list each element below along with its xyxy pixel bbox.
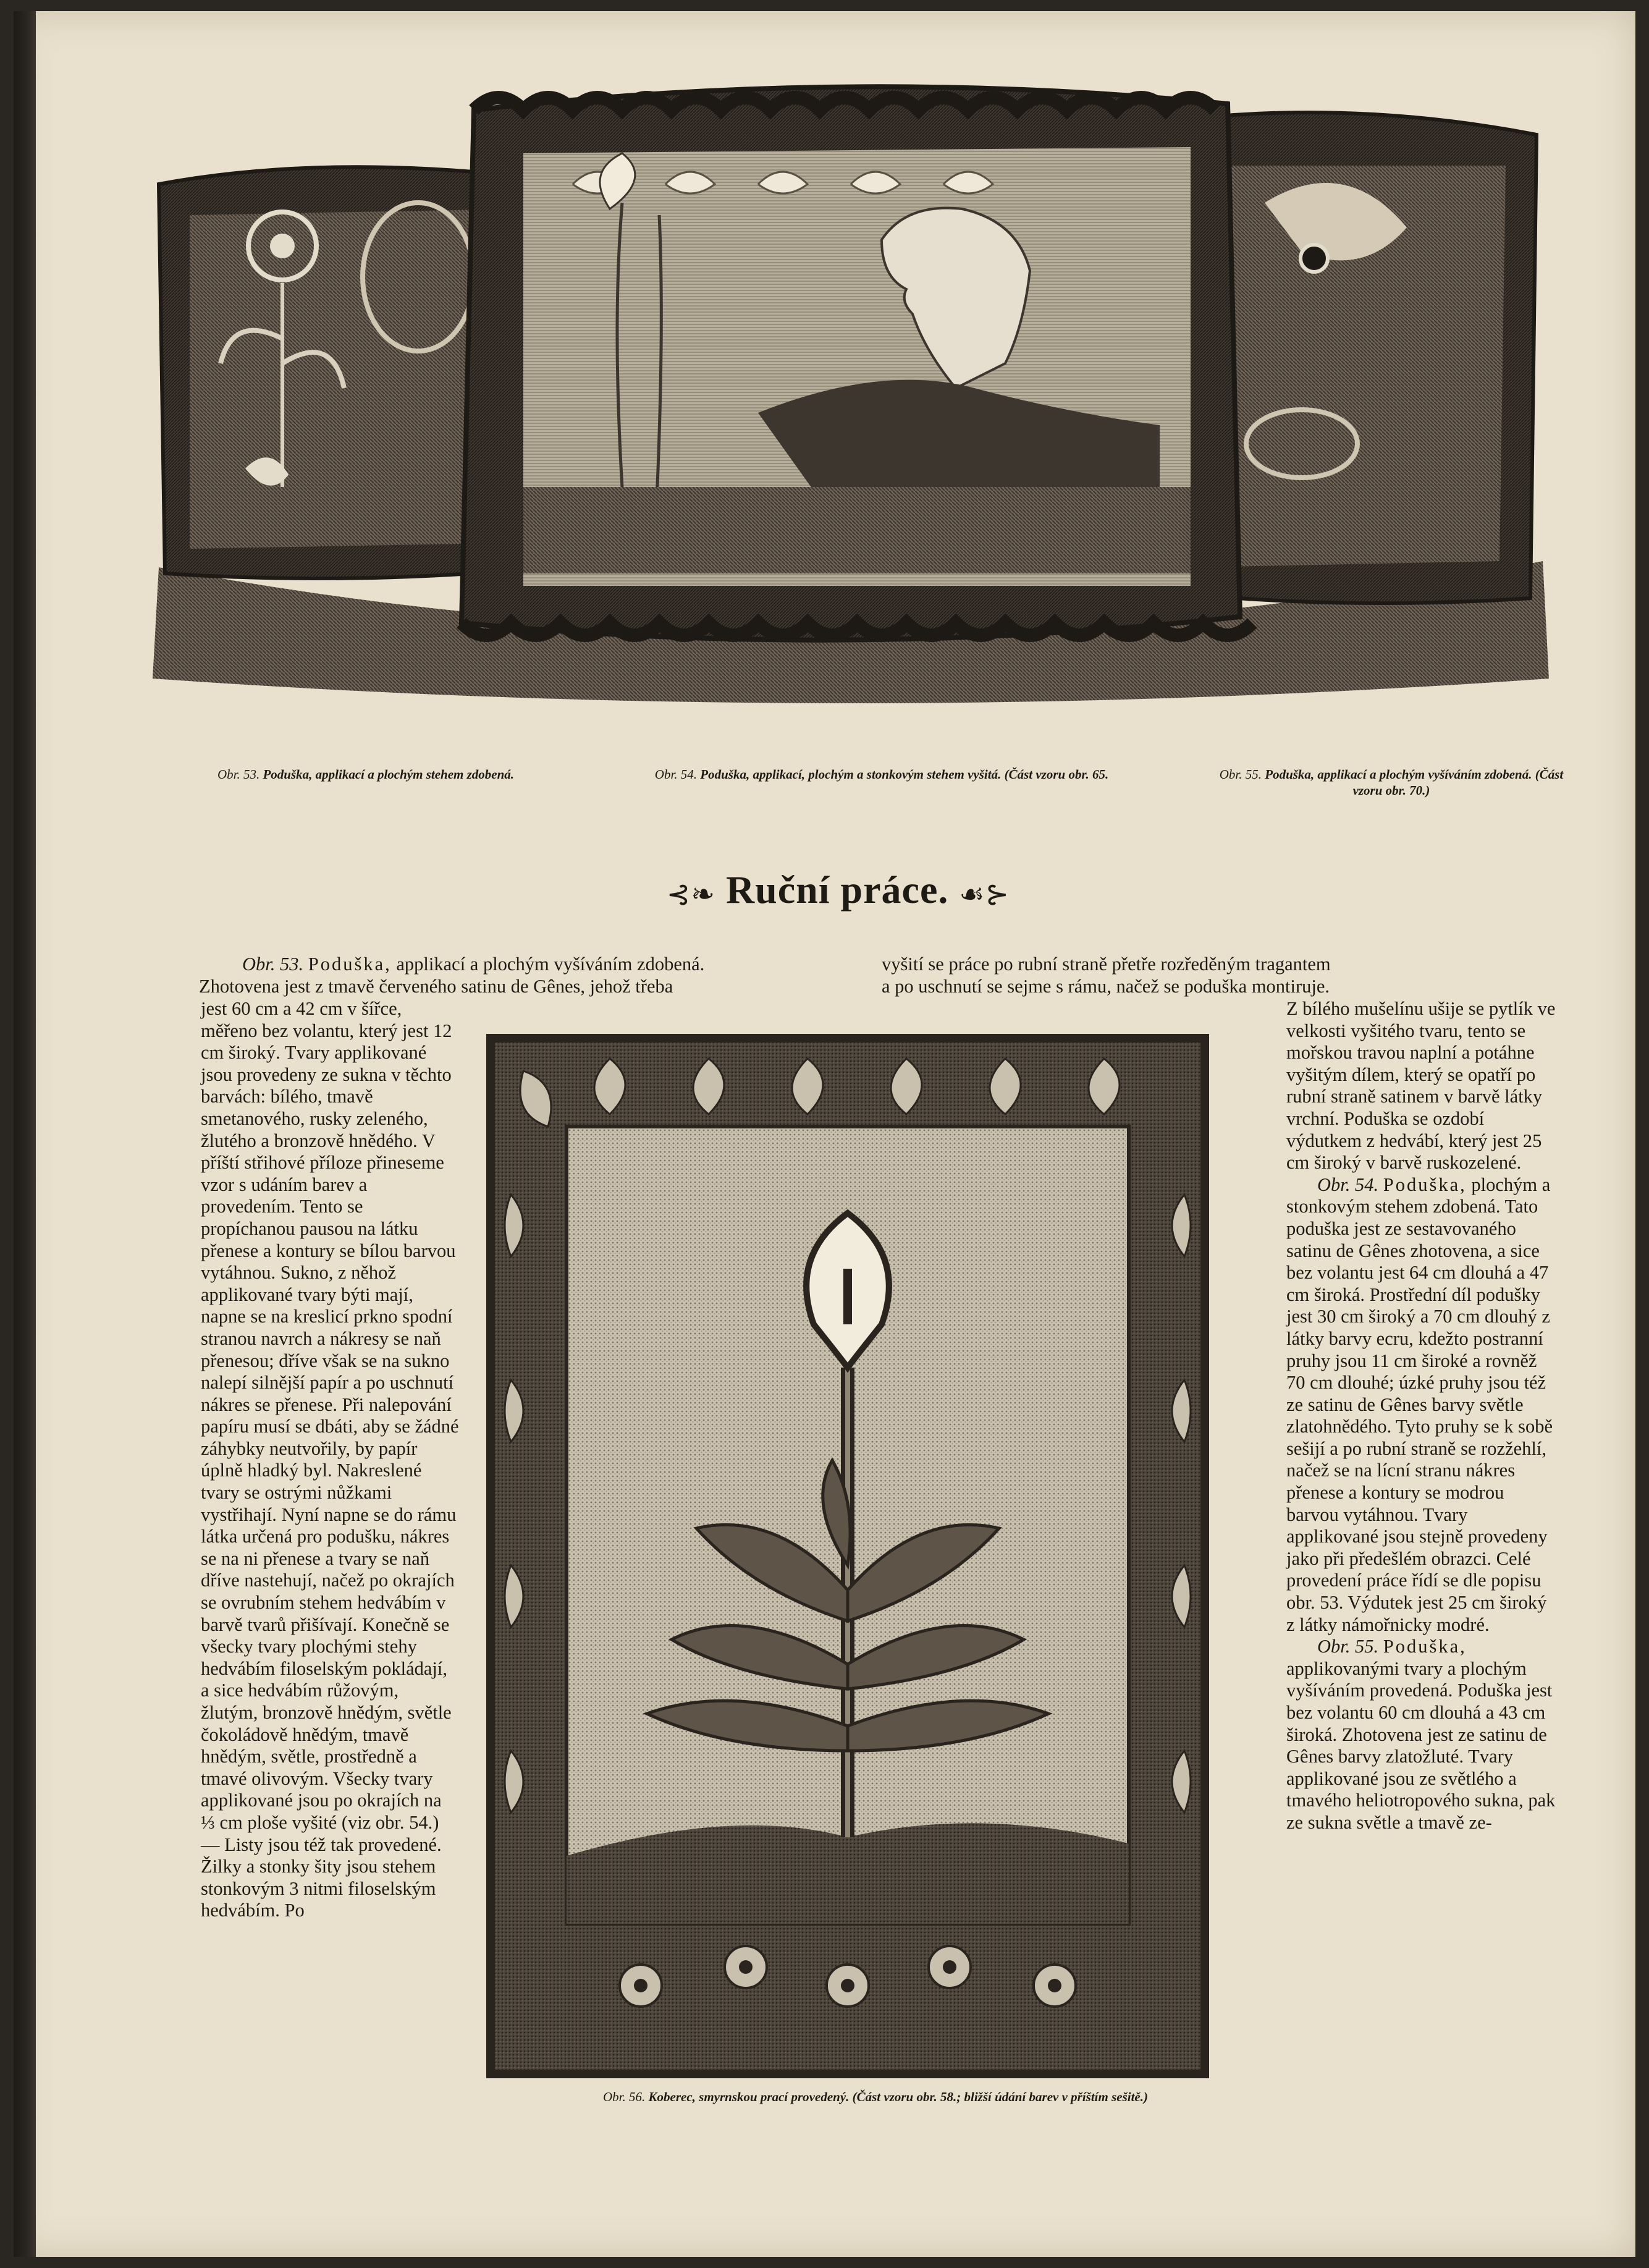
caption-text: Poduška, applikací, plochým a stonkovým stehem vyšitá. (Část vzoru obr. 65.	[700, 767, 1109, 782]
paragraph-text: plochým a stonkovým stehem zdobená. Tato poduška jest ze sestavovaného satinu de Gênes zhotovena, a sice bez volantu jest 64 cm dlouhá a 47 cm široká. Prostřední díl podušky jest 30 cm široký a 70 cm dlouhý z látky barvy ecru, kdežto postranní pruhy jsou 11 cm široké a rovněž 70 cm dlouhé; úzké pruhy jsou též ze satinu de Gênes barvy světle zlatohnědého. Tyto pruhy se k sobě sešijí a po rubní straně se rozžehlí, načež se na lícní stranu nákres přenese a kontury se modrou barvou vytáhnou. Tvary applikované jsou stejně provedeny jako při předešlém obrazci. Celé provedení práce řídí se dle popisu obr. 53. Výdutek jest 25 cm široký z látky námořnicky modré.	[1286, 1174, 1553, 1635]
pillows-illustration	[140, 42, 1561, 728]
caption-label: Obr. 56.	[602, 2089, 646, 2104]
section-title: Ruční práce.	[725, 868, 949, 912]
column-right-para-1: Z bílého mušelínu ušije se pytlík ve velkosti vyšitého tvaru, tento se mořskou travou naplní a potáhne vyšitým dílem, který se opatří po rubní straně satinem v barvě látky vrchní. Poduška se ozdobí výdutkem z hedvábí, který jest 25 cm široký v barvě ruskozelené.	[1286, 998, 1556, 1174]
intro-line-2: Zhotovena jest z tmavě červeného satinu de Gênes, jehož třeba	[199, 975, 673, 997]
caption-text: Poduška, applikací a plochým stehem zdobená.	[263, 767, 515, 782]
caption-label: Obr. 54.	[654, 767, 698, 782]
caption-text: Koberec, smyrnskou prací provedený. (Část vzoru obr. 58.; bližší údání barev v příštím sešitě.)	[648, 2089, 1148, 2104]
page-binding-edge	[14, 11, 36, 2257]
rug-illustration	[486, 1034, 1209, 2078]
caption-obr-56	[517, 2089, 1234, 2105]
caption-obr-54	[585, 766, 1178, 782]
caption-obr-53	[174, 766, 557, 782]
caption-label: Obr. 53.	[217, 767, 260, 782]
column-right-para-2	[1286, 1174, 1558, 1636]
paragraph-text: applikovanými tvary a plochým vyšíváním provedená. Poduška jest bez volantu 60 cm dlouhá a 43 cm široká. Zhotovena jest ze satinu de Gênes barvy zlatožluté. Tvary applikované jsou ze světlého a tmavého heliotropového sukna, pak ze sukna světle a tmavě ze-	[1286, 1657, 1556, 1833]
top-right-line-1: vyšití se práce po rubní straně přetře rozředěným tragantem	[882, 954, 1331, 975]
ornament-right-icon: ☙⊱	[959, 878, 1010, 910]
column-right-para-3	[1286, 1636, 1558, 1834]
caption-obr-55	[1212, 766, 1571, 798]
top-right-lines	[882, 954, 1555, 997]
intro-line-1	[199, 954, 866, 976]
caption-label: Obr. 55.	[1219, 767, 1262, 782]
item-title: Poduška,	[1383, 1174, 1467, 1195]
pillows-engraving-icon	[140, 42, 1561, 728]
item-title: Poduška,	[1383, 1636, 1467, 1657]
caption-text: Poduška, applikací a plochým vyšíváním zdobená. (Část vzoru obr. 70.)	[1265, 767, 1564, 798]
magazine-page	[14, 11, 1635, 2257]
column-right	[1286, 998, 1558, 1834]
calla-lily-rug-engraving-icon	[486, 1034, 1209, 2078]
ornament-left-icon: ⊰❧	[666, 878, 715, 910]
intro-text: applikací a plochým vyšíváním zdobená.	[396, 954, 705, 975]
top-right-line-2: a po uschnutí se sejme s rámu, načež se poduška montiruje.	[882, 975, 1330, 997]
column-left-text: jest 60 cm a 42 cm v šířce, měřeno bez volantu, který jest 12 cm široký. Tvary applikované jsou provedeny ze sukna v těchto barvách: bílého, tmavě smetanového, rusky zeleného, žlutého a bronzově hnědého. V příští střihové příloze přineseme vzor s udáním barev a provedením. Tento se propíchanou pausou na látku přenese a kontury se bílou barvou vytáhnou. Sukno, z něhož applikované tvary býti mají, napne se na kreslicí prkno spodní stranou navrch a nákresy se naň přenesou; dříve však se na sukno nalepí silnější papír a po uschnutí nákres se přenese. Při nalepování papíru musí se dbáti, aby se žádné záhybky neutvořily, by papír úplně hladký byl. Nakreslené tvary se ostrými nůžkami vystřihají. Nyní napne se do rámu látka určená pro podušku, nákres se na ni přenese a tvary se naň dříve nastehují, načež po okrajích se ovrubním stehem hedvábím v barvě tvarů přišívají. Konečně se všecky tvary plochými stehy hedvábím filoselským pokládají, a sice hedvábím růžovým, žlutým, bronzově hnědým, světle čokoládově hnědým, tmavě hnědým, světle, prostředně a tmavé olivovým. Všecky tvary applikované jsou po okrajích na ⅓ cm ploše vyšité (viz obr. 54.) — Listy jsou též tak provedené. Žilky a stonky šity jsou stehem stonkovým 3 nitmi filoselským hedvábím. Po	[201, 998, 459, 1921]
figure-reference: Obr. 54.	[1317, 1174, 1379, 1195]
figure-reference: Obr. 53.	[242, 954, 304, 975]
section-heading	[14, 867, 1649, 913]
figure-reference: Obr. 55.	[1317, 1636, 1379, 1657]
column-left	[201, 998, 459, 1922]
item-title: Poduška,	[308, 954, 392, 975]
intro-lines	[199, 954, 866, 997]
